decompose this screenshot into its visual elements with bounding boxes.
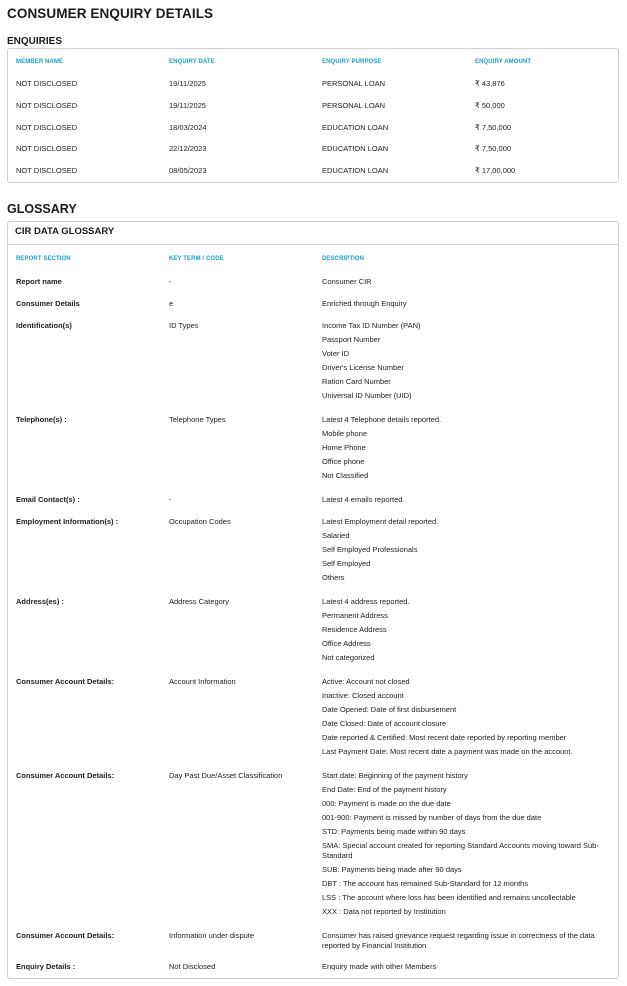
description-line: Passport Number (322, 335, 381, 344)
table-cell: 22/12/2023 (169, 144, 207, 153)
glossary-section: Email Contact(s) : (16, 495, 80, 504)
glossary-section: Telephone(s) : (16, 415, 67, 424)
glossary-description (322, 275, 614, 289)
description-line: Driver's License Number (322, 363, 404, 372)
glossary-term: Telephone Types (169, 415, 226, 424)
table-cell: 19/11/2025 (169, 79, 206, 88)
table-cell: NOT DISCLOSED (16, 101, 78, 110)
description-line: Latest Employment detail reported. (322, 517, 439, 526)
glossary-col-header: KEY TERM / CODE (169, 256, 224, 262)
table-cell: PERSONAL LOAN (322, 79, 386, 88)
glossary-term: ID Types (169, 321, 199, 330)
enquiries-table (7, 48, 619, 183)
table-cell: ₹ 17,00,000 (475, 166, 516, 175)
description-line: 000: Payment is made on the due date (322, 799, 451, 808)
glossary-term: - (169, 277, 172, 286)
description-line: Salaried (322, 531, 350, 540)
glossary-description (322, 319, 614, 403)
enquiries-col-header: ENQUIRY PURPOSE (322, 59, 382, 65)
table-cell: EDUCATION LOAN (322, 166, 389, 175)
table-cell: ₹ 7,50,000 (475, 123, 512, 132)
glossary-description (322, 493, 614, 507)
description-line: Office Address (322, 639, 371, 648)
glossary-box-title: CIR DATA GLOSSARY (15, 226, 115, 237)
glossary-section: Consumer Account Details: (16, 931, 115, 940)
description-line: Latest 4 address reported. (322, 597, 410, 606)
page-title: CONSUMER ENQUIRY DETAILS (7, 6, 214, 21)
description-line: LSS : The account where loss has been identified and remains uncollectable (322, 893, 576, 902)
description-line: Office phone (322, 457, 365, 466)
glossary-term: e (169, 299, 174, 308)
glossary-description (322, 960, 614, 974)
enquiries-col-header: MEMBER NAME (16, 59, 64, 65)
description-line: SMA: Special account created for reporting Standard Accounts moving toward Sub-Standard (322, 841, 599, 860)
glossary-term: Account Information (169, 677, 236, 686)
glossary-term: Address Category (169, 597, 230, 606)
divider (8, 244, 618, 245)
description-line: Consumer CIR (322, 277, 372, 286)
glossary-term: Occupation Codes (169, 517, 231, 526)
description-line: Voter ID (322, 349, 350, 358)
enquiries-col-header: ENQUIRY DATE (169, 59, 215, 65)
glossary-description (322, 929, 614, 953)
description-line: Active: Account not closed (322, 677, 410, 686)
glossary-description (322, 769, 614, 919)
glossary-section: Consumer Account Details: (16, 677, 115, 686)
description-line: Self Employed (322, 559, 371, 568)
description-line: Enriched through Enquiry (322, 299, 407, 308)
description-line: Others (322, 573, 345, 582)
table-cell: ₹ 50,000 (475, 101, 505, 110)
description-line: Not categorized (322, 653, 375, 662)
enquiries-col-header: ENQUIRY AMOUNT (475, 59, 532, 65)
description-line: STD: Payments being made within 90 days (322, 827, 466, 836)
glossary-description (322, 515, 614, 585)
glossary-description (322, 297, 614, 311)
table-cell: 19/11/2025 (169, 101, 206, 110)
description-line: Inactive: Closed account (322, 691, 404, 700)
description-line: Ration Card Number (322, 377, 391, 386)
table-cell: NOT DISCLOSED (16, 79, 78, 88)
table-cell: NOT DISCLOSED (16, 123, 78, 132)
table-cell: ₹ 43,876 (475, 79, 505, 88)
description-line: Consumer has raised grievance request regarding issue in correctness of the data reported by Financial Institution (322, 931, 595, 950)
description-line: Last Payment Date: Most recent date a payment was made on the account. (322, 747, 573, 756)
table-cell: NOT DISCLOSED (16, 166, 78, 175)
description-line: Latest 4 Telephone details reported. (322, 415, 442, 424)
table-cell: NOT DISCLOSED (16, 144, 78, 153)
glossary-description (322, 595, 614, 665)
description-line: Enquiry made with other Members (322, 962, 437, 971)
description-line: Latest 4 emails reported. (322, 495, 405, 504)
description-line: SUB: Payments being made after 90 days (322, 865, 462, 874)
glossary-table (7, 221, 619, 979)
description-line: XXX : Data not reported by Institution (322, 907, 446, 916)
glossary-section: Report name (16, 277, 62, 286)
table-cell: EDUCATION LOAN (322, 123, 389, 132)
description-line: Start date: Beginning of the payment history (322, 771, 468, 780)
description-line: Permanent Address (322, 611, 388, 620)
table-cell: EDUCATION LOAN (322, 144, 389, 153)
glossary-section: Consumer Account Details: (16, 771, 115, 780)
description-line: Universal ID Number (UID) (322, 391, 412, 400)
glossary-term: Information under dispute (169, 931, 255, 940)
glossary-term: - (169, 495, 172, 504)
description-line: Income Tax ID Number (PAN) (322, 321, 421, 330)
glossary-heading: GLOSSARY (7, 202, 77, 216)
description-line: Not Classified (322, 471, 369, 480)
table-cell: 08/05/2023 (169, 166, 207, 175)
glossary-description (322, 413, 614, 483)
table-cell: PERSONAL LOAN (322, 101, 386, 110)
glossary-section: Identification(s) (16, 321, 72, 330)
description-line: Mobile phone (322, 429, 368, 438)
glossary-section: Consumer Details (16, 299, 80, 308)
enquiries-heading: ENQUIRIES (7, 36, 63, 47)
glossary-section: Employment Information(s) : (16, 517, 119, 526)
glossary-term: Day Past Due/Asset Classification (169, 771, 283, 780)
description-line: Self Employed Professionals (322, 545, 418, 554)
glossary-section: Enquiry Details : (16, 962, 76, 971)
description-line: Date Closed: Date of account closure (322, 719, 447, 728)
glossary-description (322, 675, 614, 759)
glossary-col-header: DESCRIPTION (322, 256, 365, 262)
glossary-term: Not Disclosed (169, 962, 216, 971)
glossary-col-header: REPORT SECTION (16, 256, 71, 262)
glossary-section: Address(es) : (16, 597, 64, 606)
description-line: Home Phone (322, 443, 366, 452)
description-line: 001-900: Payment is missed by number of days from the due date (322, 813, 542, 822)
description-line: Date reported & Certified: Most recent date reported by reporting member (322, 733, 567, 742)
table-cell: 18/03/2024 (169, 123, 207, 132)
description-line: End Date: End of the payment history (322, 785, 447, 794)
description-line: DBT : The account has remained Sub-Standard for 12 months (322, 879, 529, 888)
table-cell: ₹ 7,50,000 (475, 144, 512, 153)
description-line: Residence Address (322, 625, 387, 634)
description-line: Date Opened: Date of first disbursement (322, 705, 457, 714)
